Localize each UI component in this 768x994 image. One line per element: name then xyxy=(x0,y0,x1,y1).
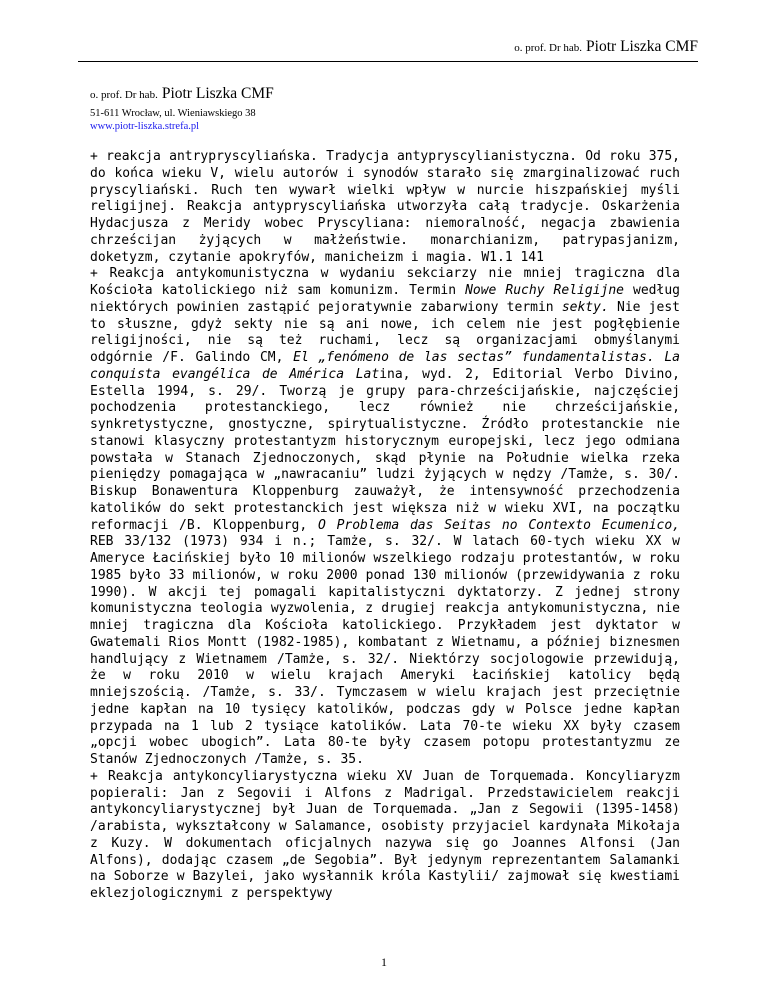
author-block xyxy=(90,84,274,133)
author-website-link[interactable]: www.piotr-liszka.strefa.pl xyxy=(90,121,200,132)
author-line xyxy=(90,84,274,105)
author-prefix: o. prof. Dr hab. xyxy=(90,89,158,101)
paragraph-antykomunistyczna xyxy=(90,266,680,769)
running-header xyxy=(514,38,698,56)
header-prefix: o. prof. Dr hab. xyxy=(514,42,583,54)
paragraph-antykoncyliarystyczna: + Reakcja antykoncyliarystyczna wieku XV Juan de Torquemada. Koncyliaryzm popierali: Jan z Segovii i Alfons z Madrigal. Przedstawicielem reakcji antykoncyliarystycznej był Juan de Torquemada. „Jan z Segowii (1395-1458) /arabista, wykształcony w Salamance, osobisty przyjaciel kardynała Mikołaja z Kuzy. W dokumentach oficjalnych nazywa się go Joannes Alfonsi (Jan Alfons), dodając czasem „de Segobia”. Był jedynym reprezentantem Salamanki na Soborze w Bazylei, jako wysłannik króla Kastylii/ zajmował się kwestiami eklezjologicznymi z perspektywy xyxy=(90,768,680,901)
author-address: 51-611 Wrocław, ul. Wieniawskiego 38 xyxy=(90,108,256,119)
text-run: Nie jest to słuszne, gdyż sekty nie są ani nowe, ich celem nie jest pogłębienie religijności, nie są też ruchami, lecz są organizacjami obmyślanymi odgórnie /F. Galindo CM, xyxy=(90,299,680,365)
author-name: Piotr Liszka CMF xyxy=(161,85,274,102)
page-number: 1 xyxy=(381,955,387,969)
header-name: Piotr Liszka CMF xyxy=(586,38,698,55)
italic-term: Nowe Ruchy Religijne xyxy=(465,283,624,298)
body-text xyxy=(90,149,680,903)
text-run: REB 33/132 (1973) 934 i n.; Tamże, s. 32/. W latach 60-tych wieku XX w Ameryce Łacińskiej było 10 milionów wszelkiego rodzaju protestantów, w roku 1985 było 33 milionów, w roku 2000 ponad 130 milionów (przewidywania z roku 1990). W akcji tej pomagali kapitalistyczni dyktatorzy. Z jednej strony komunistyczna teologia wyzwolenia, z drugiej reakcja antykomunistyczna, nie mniej tragiczna dla Kościoła katolickiego. Przykładem jest dyktator w Gwatemali Rios Montt (1982-1985), kombatant z Wietnamu, a później biznesmen handlujący z Wietnamem /Tamże, s. 32/. Niektórzy socjologowie przewidują, że w roku 2010 w wielu krajach Ameryki Łacińskiej katolicy będą mniejszością. /Tamże, s. 33/. Tymczasem w wielu krajach jest przeciętnie jedne kapłan na 10 tysięcy katolików, podczas gdy w Polsce jedne kapłan przypada na 1 lub 2 tysiące katolików. Lata 70-te wieku XX były czasem „opcji wobec ubogich”. Lata 80-te były czasem potopu protestantyzmu ze Stanów Zjednoczonych /Tamże, s. 35. xyxy=(90,534,680,767)
header-rule xyxy=(78,61,698,62)
paragraph-antypryscylianska: + reakcja antrypryscyliańska. Tradycja antypryscylianistyczna. Od roku 375, do końca wieku V, wielu autorów i synodów starało się zmarginalizować ruch pryscyliański. Ruch ten wywarł wielki wpływ w nurcie hiszpańskiej myśli religijnej. Reakcja antypryscyliańska utworzyła całą tradycje. Oskarżenia Hydacjusza z Meridy wobec Pryscyliana: niemoralność, negacja zbawienia chrześcijan żyjących w małżeństwie. monarchianizm, patrypasjanizm, doketyzm, czytanie apokryfów, manicheizm i magia. W1.1 141 xyxy=(90,149,680,265)
text-run: + Reakcja antykomunistyczna w wydaniu sekciarzy nie mniej tragiczna dla Kościoła katolickiego niż sam komunizm. Termin xyxy=(90,266,680,298)
text-run: według niektórych powinien zastąpić pejoratywnie zabarwiony termin xyxy=(90,283,680,315)
italic-term: sekty. xyxy=(561,299,609,315)
italic-book-title: El „fenómeno de las sectas” fundamentalistas. La conquista evangélica de América Lat xyxy=(90,350,680,382)
italic-article-title: O Problema das Seitas no Contexto Ecumenico, xyxy=(317,517,681,533)
text-run: ina, wyd. 2, Editorial Verbo Divino, Estella 1994, s. 29/. Tworzą je grupy para-chrześcijańskie, najczęściej pochodzenia protestanckiego, lecz również nie chrześcijańskie, synkretystyczne, gnostyczne, spirytualistyczne. Źródło protestanckie nie stanowi klasyczny protestantyzm historycznym europejski, lecz jego odmiana powstała w Stanach Zjednoczonych, skąd płynie na Południe wielka rzeka pieniędzy pomagająca w „nawracaniu” ludzi żyjących w nędzy /Tamże, s. 30/. Biskup Bonawentura Kloppenburg zauważył, że intensywność przechodzenia katolików do sekt protestanckich jest większa niż w wieku XVI, na początku reformacji /B. Kloppenburg, xyxy=(90,366,681,533)
